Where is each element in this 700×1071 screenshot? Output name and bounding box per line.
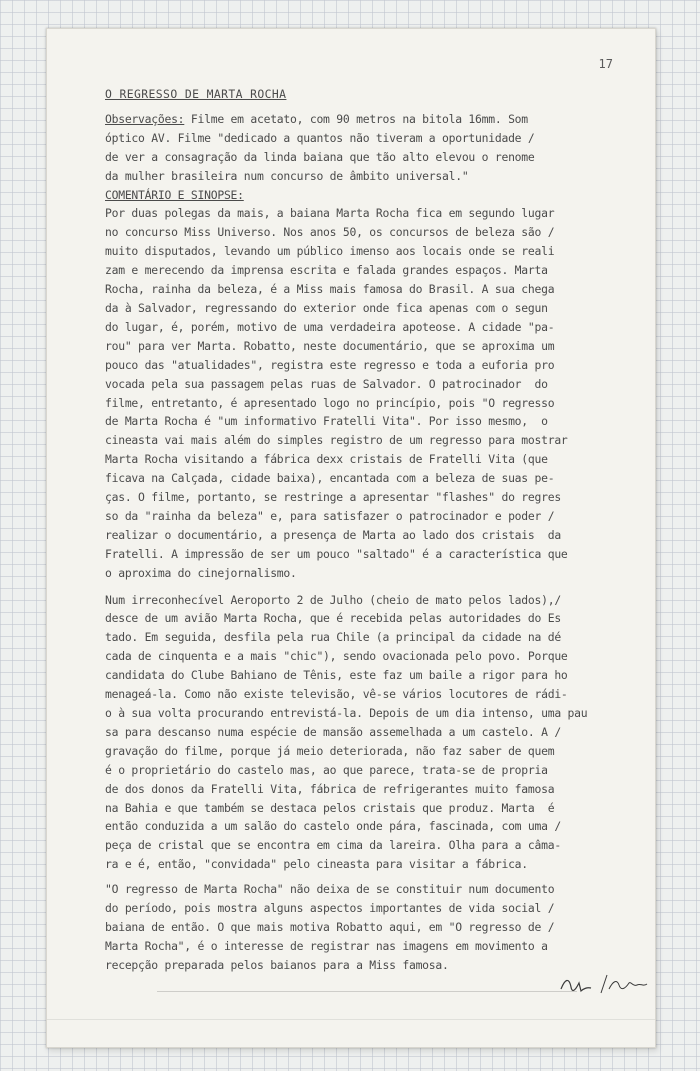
document-page	[46, 28, 656, 1048]
text-line: na Bahia e que também se destaca pelos cristais que produz. Marta é	[105, 800, 555, 815]
text-line: recepção preparada pelos baianos para a Miss famosa.	[105, 957, 449, 972]
text-line: do período, pois mostra alguns aspectos importantes de vida social /	[105, 901, 555, 916]
text-line: ças. O filme, portanto, se restringe a apresentar "flashes" do regres	[105, 490, 561, 505]
document-title: O REGRESSO DE MARTA ROCHA	[105, 87, 287, 101]
observacoes-label: Observações:	[105, 111, 185, 126]
text-line: sa para descanso numa espécie de mansão assemelhada a um castelo. A /	[105, 724, 561, 739]
text-line: baiana de então. O que mais motiva Robatto aqui, em "O regresso de /	[105, 919, 555, 934]
text-line: vocada pela sua passagem pelas ruas de Salvador. O patrocinador do	[105, 376, 548, 391]
text-line: pouco das "atualidades", registra este regresso e toda a euforia pro	[105, 357, 555, 372]
text-line: da à Salvador, regressando do exterior onde fica apenas com o segun	[105, 300, 548, 315]
observacoes-text: Filme em acetato, com 90 metros na bitola 16mm. Som	[184, 111, 528, 126]
text-line: candidata do Clube Bahiano de Tênis, este faz um baile a rigor para ho	[105, 668, 568, 683]
text-line: Marta Rocha visitando a fábrica dexx cristais de Fratelli Vita (que	[105, 452, 548, 467]
paragraph-1	[105, 204, 643, 582]
observacoes-line: da mulher brasileira num concurso de âmbito universal."	[105, 168, 469, 183]
text-line: Num irreconhecível Aeroporto 2 de Julho (cheio de mato pelos lados),/	[105, 592, 561, 607]
text-line: é o proprietário do castelo mas, ao que parece, trata-se de propria	[105, 762, 548, 777]
observacoes-section	[105, 110, 643, 186]
text-line: Marta Rocha", é o interesse de registrar nas imagens em movimento a	[105, 938, 548, 953]
text-line: desce de um avião Marta Rocha, que é recebida pelas autoridades do Es	[105, 611, 561, 626]
handwritten-signature	[557, 969, 667, 999]
text-line: cineasta vai mais além do simples registro de um regresso para mostrar	[105, 433, 568, 448]
text-line: "O regresso de Marta Rocha" não deixa de se constituir num documento	[105, 882, 555, 897]
text-line: so da "rainha da beleza" e, para satisfazer o patrocinador e poder /	[105, 508, 555, 523]
paragraph-3	[105, 880, 643, 975]
text-line: então conduzida a um salão do castelo onde pára, fascinada, com uma /	[105, 819, 561, 834]
text-line: filme, entretanto, é apresentado logo no princípio, pois "O regresso	[105, 395, 555, 410]
text-line: do lugar, é, porém, motivo de uma verdadeira apoteose. A cidade "pa-	[105, 319, 555, 334]
page-number: 17	[598, 57, 613, 71]
text-line: de Marta Rocha é "um informativo Fratelli Vita". Por isso mesmo, o	[105, 414, 548, 429]
text-line: gravação do filme, porque já meio deteriorada, não faz saber de quem	[105, 743, 555, 758]
observacoes-line: de ver a consagração da linda baiana que tão alto elevou o renome	[105, 149, 535, 164]
text-line: Fratelli. A impressão de ser um pouco "saltado" é a característica que	[105, 546, 568, 561]
page-fold-line	[47, 1019, 655, 1020]
text-line: realizar o documentário, a presença de Marta ao lado dos cristais da	[105, 527, 561, 542]
divider-line	[157, 991, 577, 992]
comentario-label: COMENTÁRIO E SINOPSE:	[105, 187, 244, 202]
text-line: o à sua volta procurando entrevistá-la. Depois de um dia intenso, uma pau	[105, 706, 588, 720]
text-line: no concurso Miss Universo. Nos anos 50, os concursos de beleza são /	[105, 225, 555, 240]
text-line: tado. Em seguida, desfila pela rua Chile (a principal da cidade na dé	[105, 630, 561, 645]
text-line: menageá-la. Como não existe televisão, vê-se vários locutores de rádi-	[105, 687, 568, 702]
text-line: o aproxima do cinejornalismo.	[105, 565, 297, 580]
text-line: Rocha, rainha da beleza, é a Miss mais famosa do Brasil. A sua chega	[105, 282, 555, 297]
observacoes-first-line	[105, 110, 643, 129]
document-body	[105, 85, 643, 975]
text-line: muito disputados, levando um público imenso aos locais onde se reali	[105, 244, 555, 259]
observacoes-line: óptico AV. Filme "dedicado a quantos não tiveram a oportunidade /	[105, 130, 535, 145]
text-line: ra e é, então, "convidada" pelo cineasta para visitar a fábrica.	[105, 857, 528, 872]
text-line: rou" para ver Marta. Robatto, neste documentário, que se aproxima um	[105, 338, 555, 353]
text-line: cada de cinquenta e a mais "chic"), sendo ovacionada pelo povo. Porque	[105, 649, 568, 664]
text-line: peça de cristal que se encontra em cima da lareira. Olha para a câma-	[105, 838, 561, 853]
text-line: ficava na Calçada, cidade baixa), encantada com a beleza de suas pe-	[105, 471, 555, 486]
text-line: zam e merecendo da imprensa escrita e falada grandes espaços. Marta	[105, 263, 548, 278]
text-line: Por duas polegas da mais, a baiana Marta Rocha fica em segundo lugar	[105, 206, 555, 221]
text-line: de dos donos da Fratelli Vita, fábrica de refrigerantes muito famosa	[105, 781, 555, 796]
paragraph-2	[105, 591, 643, 875]
